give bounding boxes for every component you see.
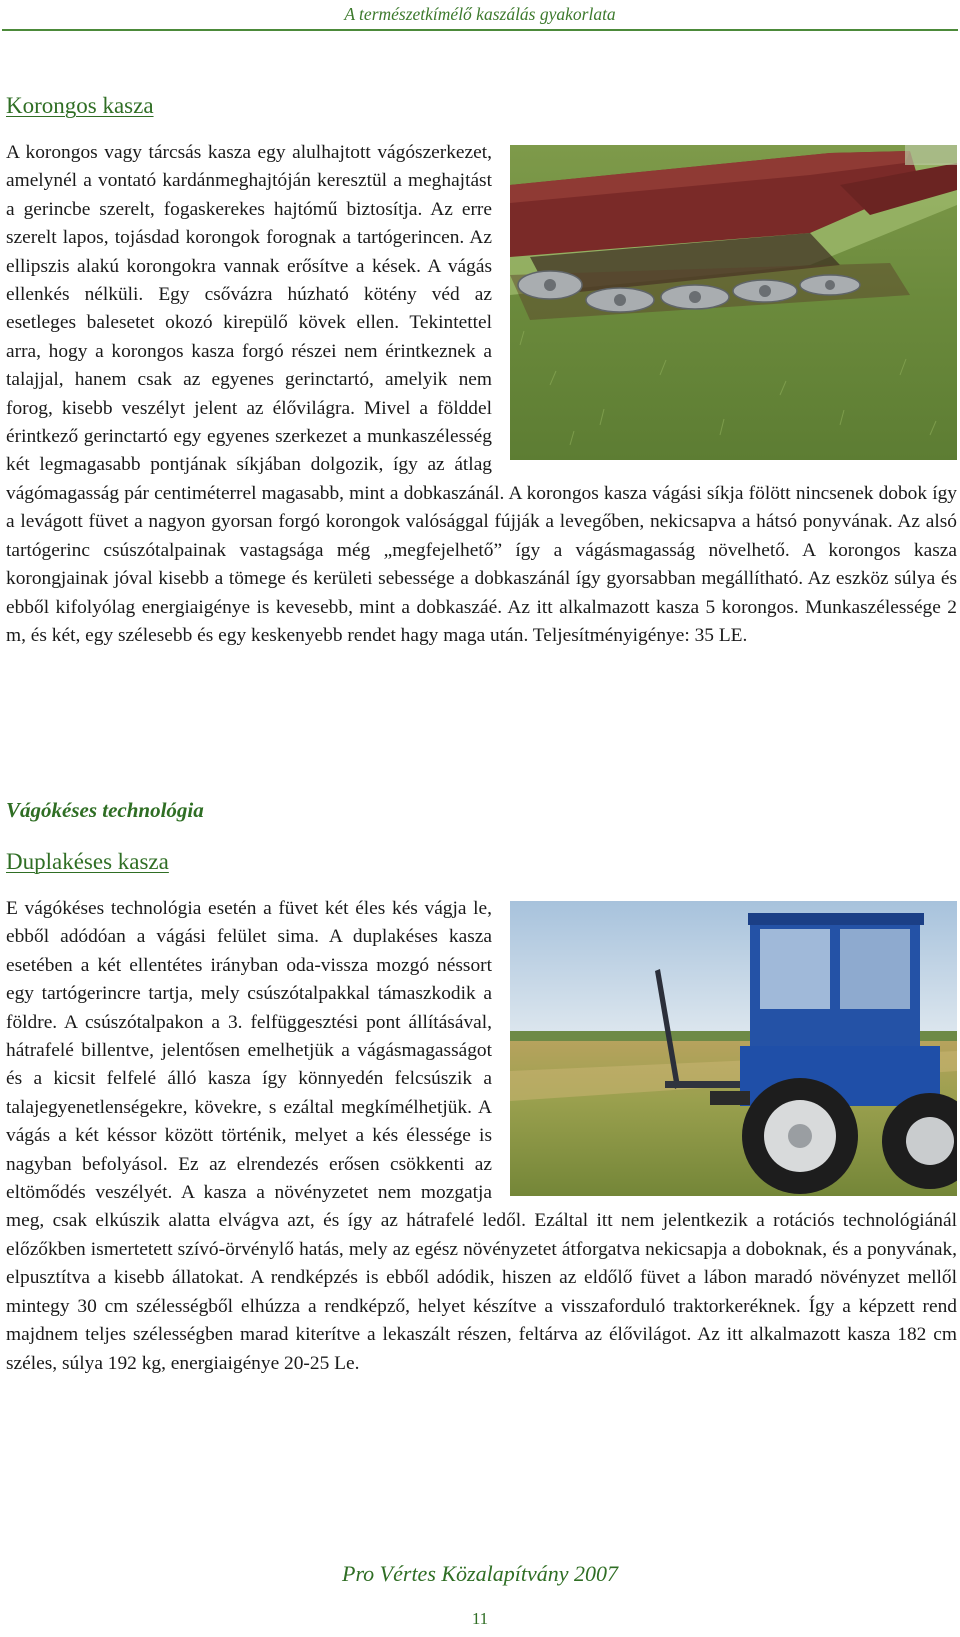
section-duplakeses-paragraph: E vágókéses technológia esetén a füvet két éles kés vágja le, ebből adódóan a vágási felület sima. A duplakéses kasza esetében a két ellentétes irányban oda-vissza mozgó néssort egy tartógerincre tartja, mely csúszótalpakkal támaszkodik a földre. A csúszótalpakon a 3. felfüggesztési pont állításával, hátrafelé billentve, jelentősen emelhetjük a vágásmagasságot és a kicsit felfelé álló kasza így könnyedén felcsúszik a talajegyenetlenségekre, kövekre, s ezáltal megkímélhetjük. A vágás a két késsor között történik, melyet a kés élessége is nagyban befolyásol. Ez az elrendezés erősen csökkenti az eltömődés veszélyét. A kasza a növényzetet nem mozgatja meg, csak elkúszik alatta elvágva azt, és így az hátrafelé ledől. Ezáltal itt nem jelentkezik a rotációs technológiánál előzőkben ismertetett szívó-örvénylő hatás, mely az egész növényzetet átforgatva nekicsapja a doboknak, és a ponyvának, elpusztítva a kisebb állatokat. A rendképzés is ebből adódik, hiszen az eldőlő füvet a lábon maradó növényzet mellől mintegy 30 cm szélességből elhúzza a rendképző, helyet készítve a visszaforduló traktorkeréknek. Így a képzett rend majdnem teljes szélességben marad kiterítve a lekaszált részen, feltárva az élővilágot. Az itt alkalmazott kasza 182 cm széles, súlya 192 kg, energiaigénye 20-25 Le.: [6, 898, 957, 1374]
footer: Pro Vértes Közalapítvány 2007: [342, 1561, 618, 1586]
section-heading-duplakeses-kasza: Duplakéses kasza: [6, 849, 169, 874]
double-knife-mower-photo: [510, 901, 957, 1196]
section-heading-vagokeses-technologia: Vágókéses technológia: [6, 798, 204, 822]
page-number: 11: [471, 1609, 489, 1628]
header-rule: [2, 29, 958, 31]
tractor-mower-illustration: [510, 901, 957, 1196]
disc-mower-photo: [510, 145, 957, 460]
section-korongos-body: [6, 139, 957, 650]
running-header: A természetkímélő kaszálás gyakorlata: [344, 4, 616, 24]
section-heading-korongos-kasza: Korongos kasza: [6, 93, 154, 118]
section-duplakeses-body: [6, 895, 957, 1378]
section-korongos-paragraph: A korongos vagy tárcsás kasza egy alulhajtott vágószerkezet, amelynél a vontató kardánmeghajtóján keresztül a meghajtást a gerincbe szerelt, fogaskerekes hajtómű biztosítja. Az erre szerelt lapos, tojásdad korongok forognak a tartógerincen. Az ellipszis alakú korongokra vannak erősítve a kések. A vágás ellenkés nélküli. Egy csővázra húzható kötény véd az esetleges balesetet okozó kirepülő kövek ellen. Tekintettel arra, hogy a korongos kasza forgó részei nem érintkeznek a talajjal, hanem csak az egyenes gerinctartó, amelyik nem forog, kisebb veszélyt jelent az élővilágra. Mivel a földdel érintkező gerinctartó egy egyenes szerkezet a munkaszélesség két legmagasabb pontjának síkjában dolgozik, így az átlag vágómagasság pár centiméterrel magasabb, mint a dobkaszánál. A korongos kasza vágási síkja fölött nincsenek dobok így a levágott füvet a nagyon gyorsan forgó korongok valósággal fújják a levegőben, nekicsapva a hátsó ponyvának. Az alsó tartógerinc csúszótalpainak vastagsága még „megfejelhető” így a vágásmagasság növelhető. A korongos kasza korongjainak jóval kisebb a tömege és kerületi sebessége a dobkaszánál így gyorsabban megállítható. Az eszköz súlya és ebből kifolyólag energiaigénye is kevesebb, mint a dobkaszáé. Az itt alkalmazott kasza 5 korongos. Munkaszélessége 2 m, és két, egy szélesebb és egy keskenyebb rendet hagy maga után. Teljesítményigénye: 35 LE.: [6, 142, 957, 646]
disc-mower-illustration: [510, 145, 957, 460]
